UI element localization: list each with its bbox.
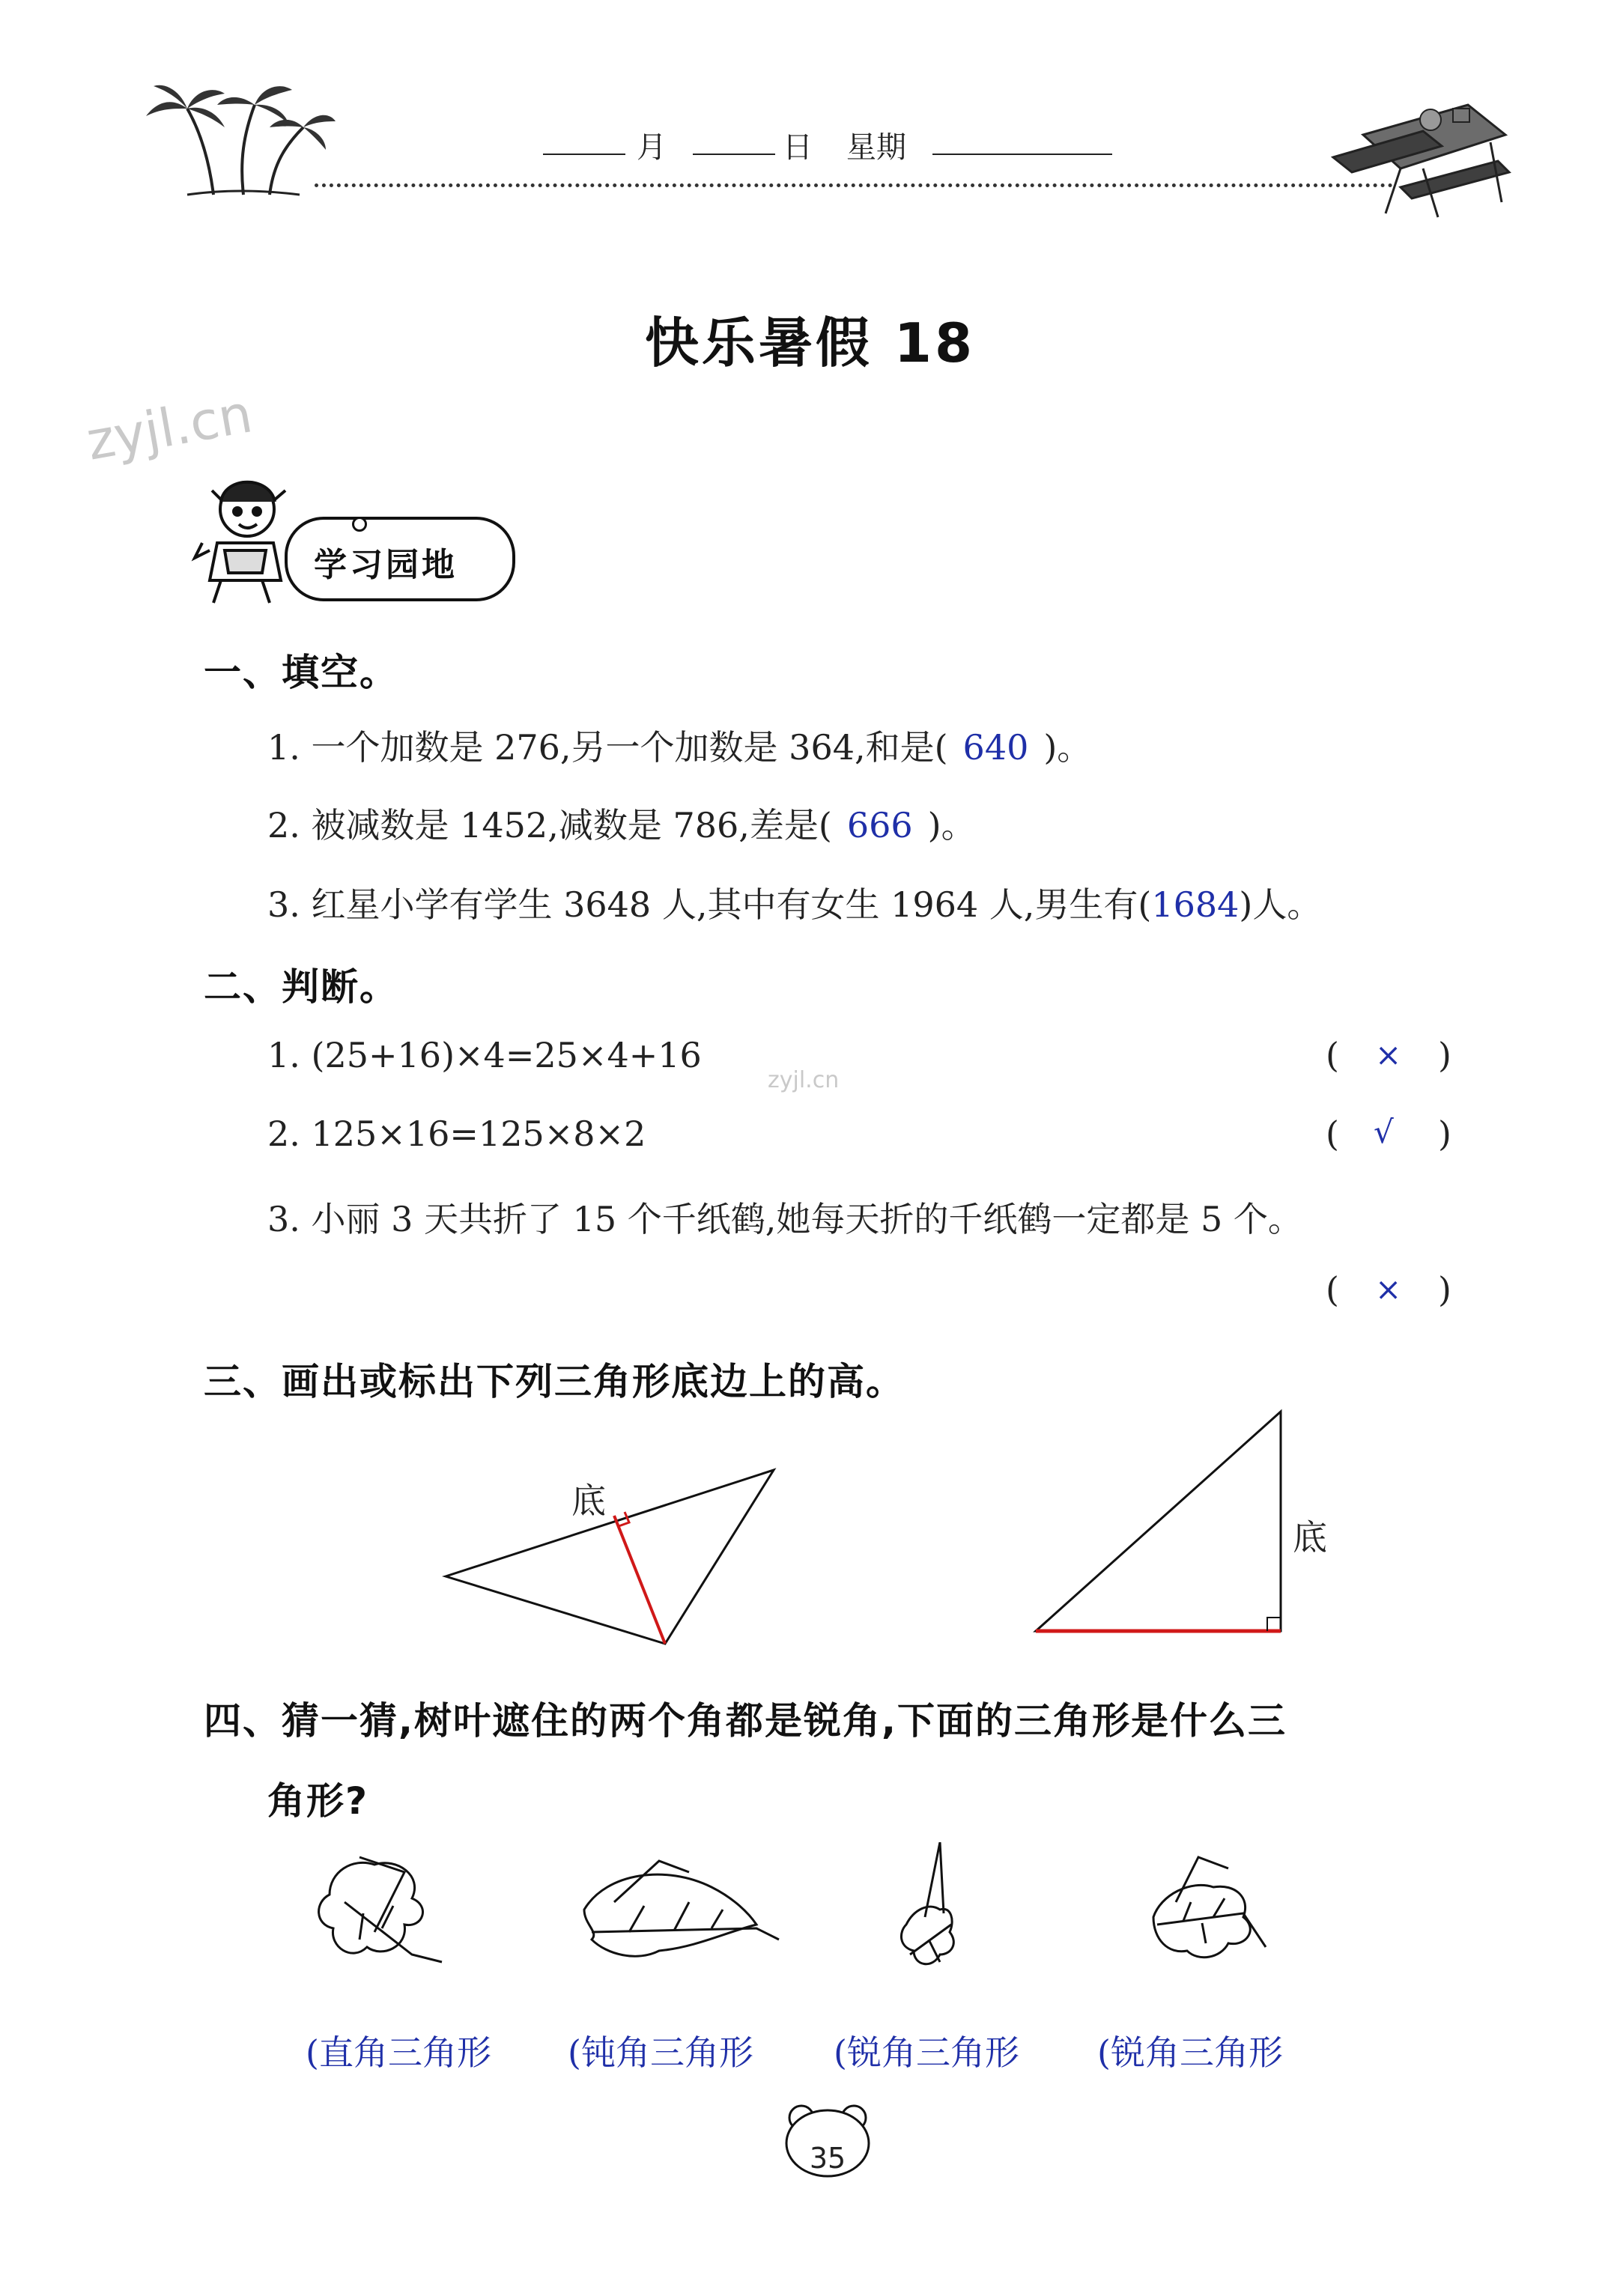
day-label: 日	[783, 130, 813, 165]
leaf-triangle-2-icon	[584, 1861, 779, 1956]
leaf-answer-2: (钝角三角形	[568, 2032, 753, 2073]
weekday-blank	[932, 154, 1112, 155]
fill-item-2-text: 2. 被减数是 1452,减数是 786,差是(	[267, 805, 832, 845]
leaf-triangle-3-icon	[901, 1842, 953, 1964]
page-number: 35	[809, 2142, 846, 2175]
month-label: 月	[637, 130, 667, 165]
fill-item-2-tail: )。	[927, 805, 976, 845]
right-triangle	[1036, 1412, 1281, 1631]
palm-trees-icon	[142, 75, 337, 202]
watermark-mid: zyjl.cn	[768, 1067, 840, 1093]
judge-item-3-mark: ×	[1375, 1271, 1402, 1308]
right-angle-mark-2	[1267, 1618, 1281, 1631]
section-4-heading-line-2: 角形?	[267, 1779, 369, 1823]
leaves-figure	[300, 1842, 1311, 1992]
month-blank	[543, 154, 625, 155]
judge-item-3-paren: ( × )	[1326, 1269, 1451, 1310]
fill-item-2	[267, 798, 976, 848]
fill-item-3	[267, 878, 1321, 927]
fill-item-2-answer: 666	[846, 805, 913, 845]
fill-item-1	[267, 720, 1091, 770]
height-line-1	[614, 1516, 665, 1644]
judge-item-1-paren: ( × )	[1326, 1035, 1451, 1075]
weekday-label: 星期	[846, 130, 906, 165]
fill-item-3-text: 3. 红星小学有学生 3648 人,其中有女生 1964 人,男生有(	[267, 884, 1152, 925]
header-dotted-rule	[315, 183, 1393, 187]
judge-item-2-mark: √	[1374, 1114, 1394, 1150]
study-corner-badge	[285, 517, 515, 601]
judge-item-2-paren: ( √ )	[1326, 1114, 1451, 1154]
section-4-heading-line-1: 四、猜一猜,树叶遮住的两个角都是锐角,下面的三角形是什么三	[204, 1699, 1287, 1743]
base-label-1: 底	[571, 1480, 606, 1521]
day-blank	[693, 154, 775, 155]
triangles-figure	[0, 1393, 1620, 1662]
fill-item-3-answer: 1684	[1151, 884, 1240, 925]
leaf-triangle-4-icon	[1153, 1857, 1266, 1958]
picnic-table-icon	[1318, 75, 1513, 225]
obtuse-triangle	[446, 1470, 774, 1644]
leaf-answer-4: (锐角三角形	[1097, 2032, 1283, 2073]
judge-item-1-mark: ×	[1375, 1036, 1402, 1073]
leaf-triangle-1-icon	[319, 1857, 442, 1962]
badge-dot	[352, 517, 367, 532]
badge-label: 学习园地	[314, 546, 458, 584]
leaf-answer-3: (锐角三角形	[834, 2032, 1019, 2073]
page-title: 快乐暑假 18	[644, 312, 976, 374]
fill-item-1-text: 1. 一个加数是 276,另一个加数是 364,和是(	[267, 727, 948, 768]
fill-item-1-tail: )。	[1043, 727, 1092, 768]
leaf-answer-1: (直角三角形	[306, 2032, 491, 2073]
watermark-top: zyjl.cn	[82, 383, 257, 473]
fill-item-1-answer: 640	[962, 727, 1029, 768]
section-3-heading: 三、画出或标出下列三角形底边上的高。	[204, 1360, 905, 1403]
judge-item-2-text: 2. 125×16=125×8×2	[267, 1114, 646, 1154]
judge-item-1-text: 1. (25+16)×4=25×4+16	[267, 1035, 702, 1075]
section-2-heading: 二、判断。	[204, 965, 398, 1009]
judge-item-3-text: 3. 小丽 3 天共折了 15 个千纸鹤,她每天折的千纸鹤一定都是 5 个。	[267, 1199, 1302, 1239]
section-1-heading: 一、填空。	[204, 651, 398, 694]
fill-item-3-tail: )人。	[1239, 884, 1322, 925]
base-label-2: 底	[1293, 1517, 1327, 1558]
